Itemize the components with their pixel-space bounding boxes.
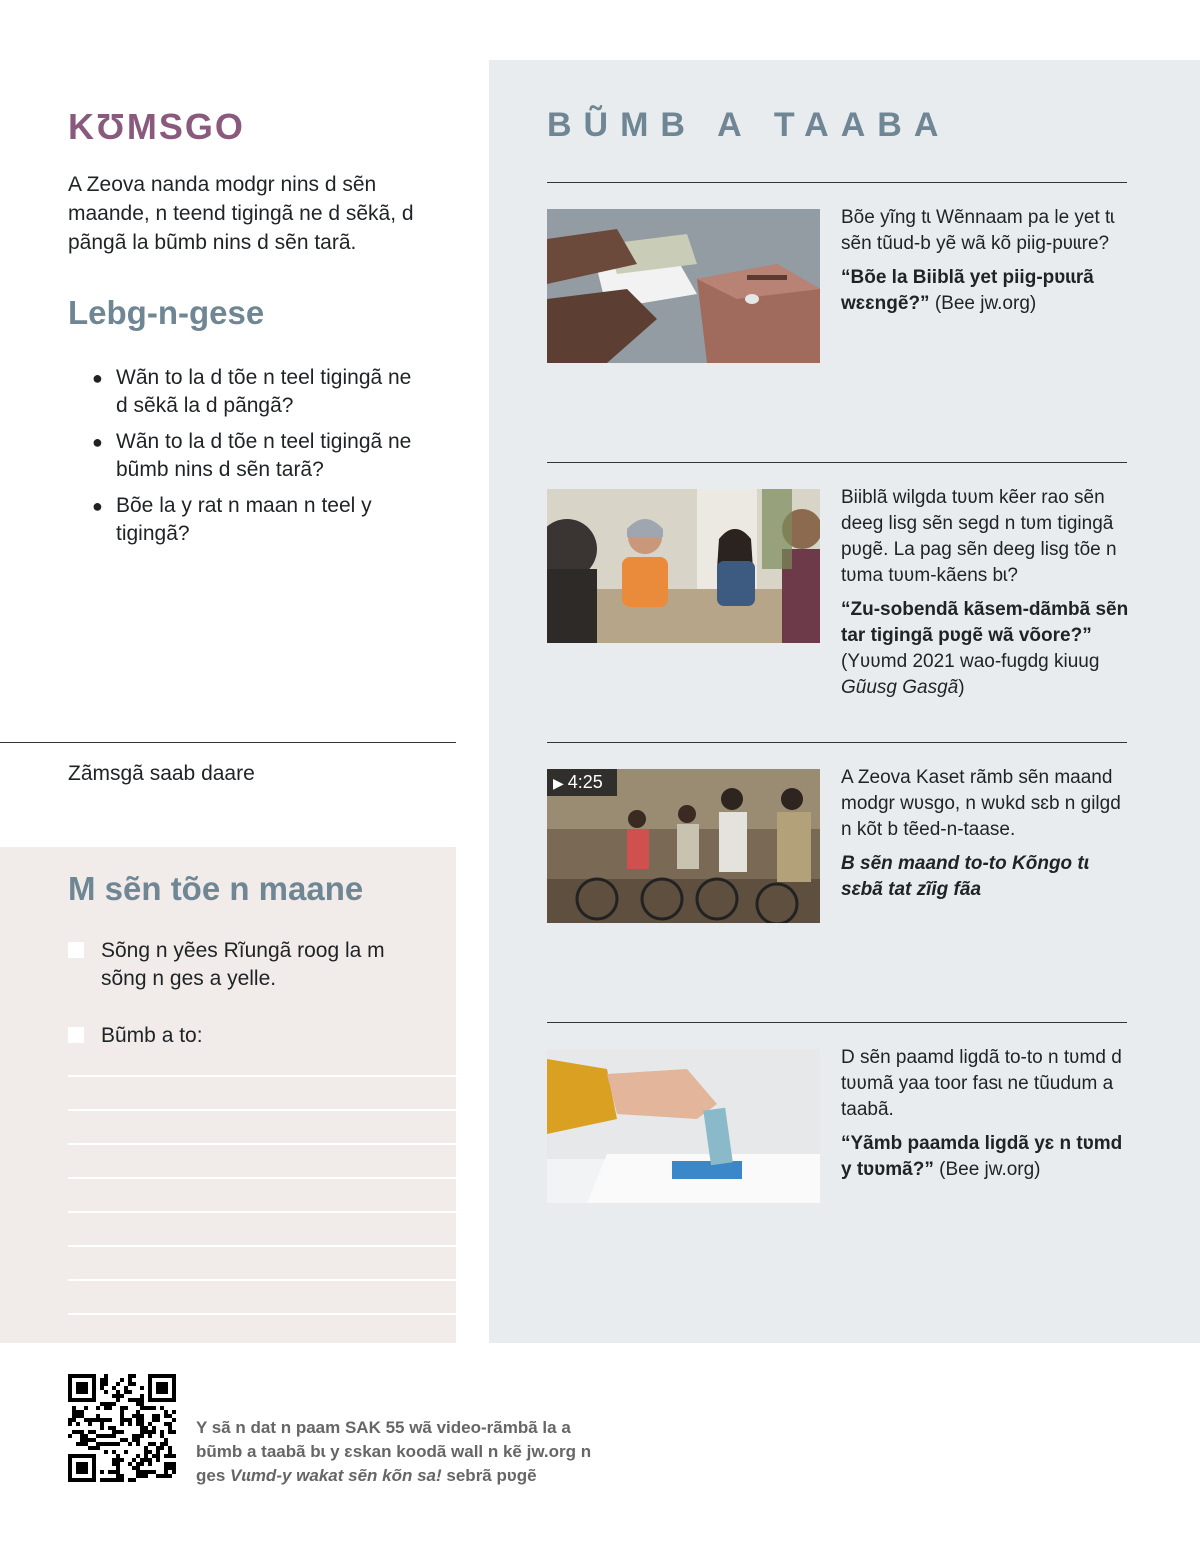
source-note-end: ) (958, 677, 965, 698)
explore-item-description: Bõe yĩng tɩ Wẽnnaam pa le yet tɩ sẽn tũud-b yẽ wã kõ piig-pʋɩɩre? (841, 207, 1115, 254)
review-item-text: Bõe la y rat n maan n teel y tigingã? (116, 494, 372, 545)
source-note: (Yʋʋmd 2021 wao-fugdg kiuug (841, 651, 1100, 672)
explore-item-link[interactable] (841, 265, 1131, 317)
source-note: (Bee jw.org) (933, 1159, 1041, 1180)
footer-text-end: sebrã pʋgẽ (441, 1466, 537, 1485)
completion-date-label: Zãmsgã saab daare (68, 762, 255, 785)
bullet-icon: ● (92, 496, 103, 516)
explore-item-text (841, 765, 1131, 911)
footer-text (196, 1416, 616, 1488)
article-link[interactable]: “Zu-sobendã kãsem-dãmbã sẽn tar tigingã pʋgẽ wã võore?” (841, 599, 1129, 646)
todo-item-text: Sõng n yẽes Rĩungã roog la m sõng n ges a yelle. (101, 939, 385, 990)
todo-item-text: Bũmb a to: (101, 1024, 203, 1047)
video-duration-badge[interactable] (547, 769, 617, 796)
review-item (92, 428, 422, 484)
checkbox[interactable] (68, 942, 84, 958)
checkbox[interactable] (68, 1027, 84, 1043)
write-line[interactable] (68, 1211, 456, 1213)
write-line[interactable] (68, 1279, 456, 1281)
footer-book-title: Vɩɩmd-y wakat sẽn kõn sa! (230, 1466, 442, 1485)
group-meeting-women-image[interactable] (547, 489, 820, 643)
review-item-text: Wãn to la d tõe n teel tigingã ne d sẽkã la d pãngã? (116, 366, 412, 417)
qr-code-icon[interactable] (68, 1374, 176, 1482)
explore-item-text (841, 485, 1131, 709)
todo-item (68, 1022, 428, 1050)
money-envelope-donation-box-image[interactable] (547, 209, 820, 363)
write-line[interactable] (68, 1075, 456, 1077)
explore-item-description: Biiblã wilgda tʋʋm kẽer rao sẽn deeg lisg sẽn segd n tʋm tigingã pʋgẽ. La pag sẽn deeg lisg tõe n tʋma tʋʋm-kãens bɩ? (841, 487, 1117, 586)
todo-title: M sẽn tõe n maane (68, 870, 364, 907)
hand-donation-slot-image[interactable] (547, 1049, 820, 1203)
explore-item-link[interactable] (841, 851, 1131, 903)
explore-item-description: D sẽn paamd ligdã to-to n tʋmd d tʋʋmã yaa toor fasɩ ne tũudum a taabã. (841, 1047, 1122, 1120)
write-line[interactable] (68, 1109, 456, 1111)
video-duration: 4:25 (567, 772, 603, 792)
divider (0, 742, 456, 743)
divider (547, 742, 1127, 743)
explore-item-link[interactable] (841, 597, 1131, 701)
review-item (92, 492, 422, 548)
explore-item-description: A Zeova Kaset rãmb sẽn maand modgr wʋsgo, n wʋkd sɛb n gilgd n kõt b tẽed-n-taase. (841, 767, 1121, 840)
review-item (92, 364, 422, 420)
write-line[interactable] (68, 1177, 456, 1179)
explore-item-link[interactable] (841, 1131, 1131, 1183)
summary-title: KƱMSGO (68, 106, 245, 147)
play-icon: ▶ (553, 775, 564, 791)
summary-text: A Zeova nanda modgr nins d sẽn maande, n teend tigingã ne d sẽkã, d pãngã la bũmb nins d sẽn tarã. (68, 173, 414, 254)
divider (547, 182, 1127, 183)
explore-item-text (841, 1045, 1131, 1191)
article-link[interactable]: “Bõe la Biiblã yet piig-pʋɩɩrã wɛɛngẽ?” (841, 267, 1094, 314)
explore-title: BŨMB A TAABA (547, 106, 951, 144)
todo-item (68, 937, 428, 993)
review-list (92, 364, 422, 556)
men-with-bicycles-video-thumbnail[interactable] (547, 769, 820, 923)
source-note: (Bee jw.org) (929, 293, 1037, 314)
video-link[interactable]: B sẽn maand to-to Kõngo tɩ sɛbã tat zĩig fãa (841, 853, 1090, 900)
footer-text-start: Y sã n dat n paam SAK 55 wã video-rãmbã la a bũmb a taabã bɩ y ɛskan koodã wall n kẽ jw.org n ges (196, 1418, 592, 1485)
todo-panel (0, 847, 456, 1343)
bullet-icon: ● (92, 432, 103, 452)
divider (547, 1022, 1127, 1023)
write-line[interactable] (68, 1143, 456, 1145)
write-line[interactable] (68, 1313, 456, 1315)
divider (547, 462, 1127, 463)
explore-item-text (841, 205, 1131, 325)
article-link[interactable]: “Yãmb paamda ligdã yɛ n tʋmd y tʋʋmã?” (841, 1133, 1123, 1180)
bullet-icon: ● (92, 368, 103, 388)
review-item-text: Wãn to la d tõe n teel tigingã ne bũmb nins d sẽn tarã? (116, 430, 412, 481)
source-note-magazine: Gũusg Gasgã (841, 677, 959, 698)
review-title: Lebg-n-gese (68, 294, 265, 331)
write-line[interactable] (68, 1245, 456, 1247)
